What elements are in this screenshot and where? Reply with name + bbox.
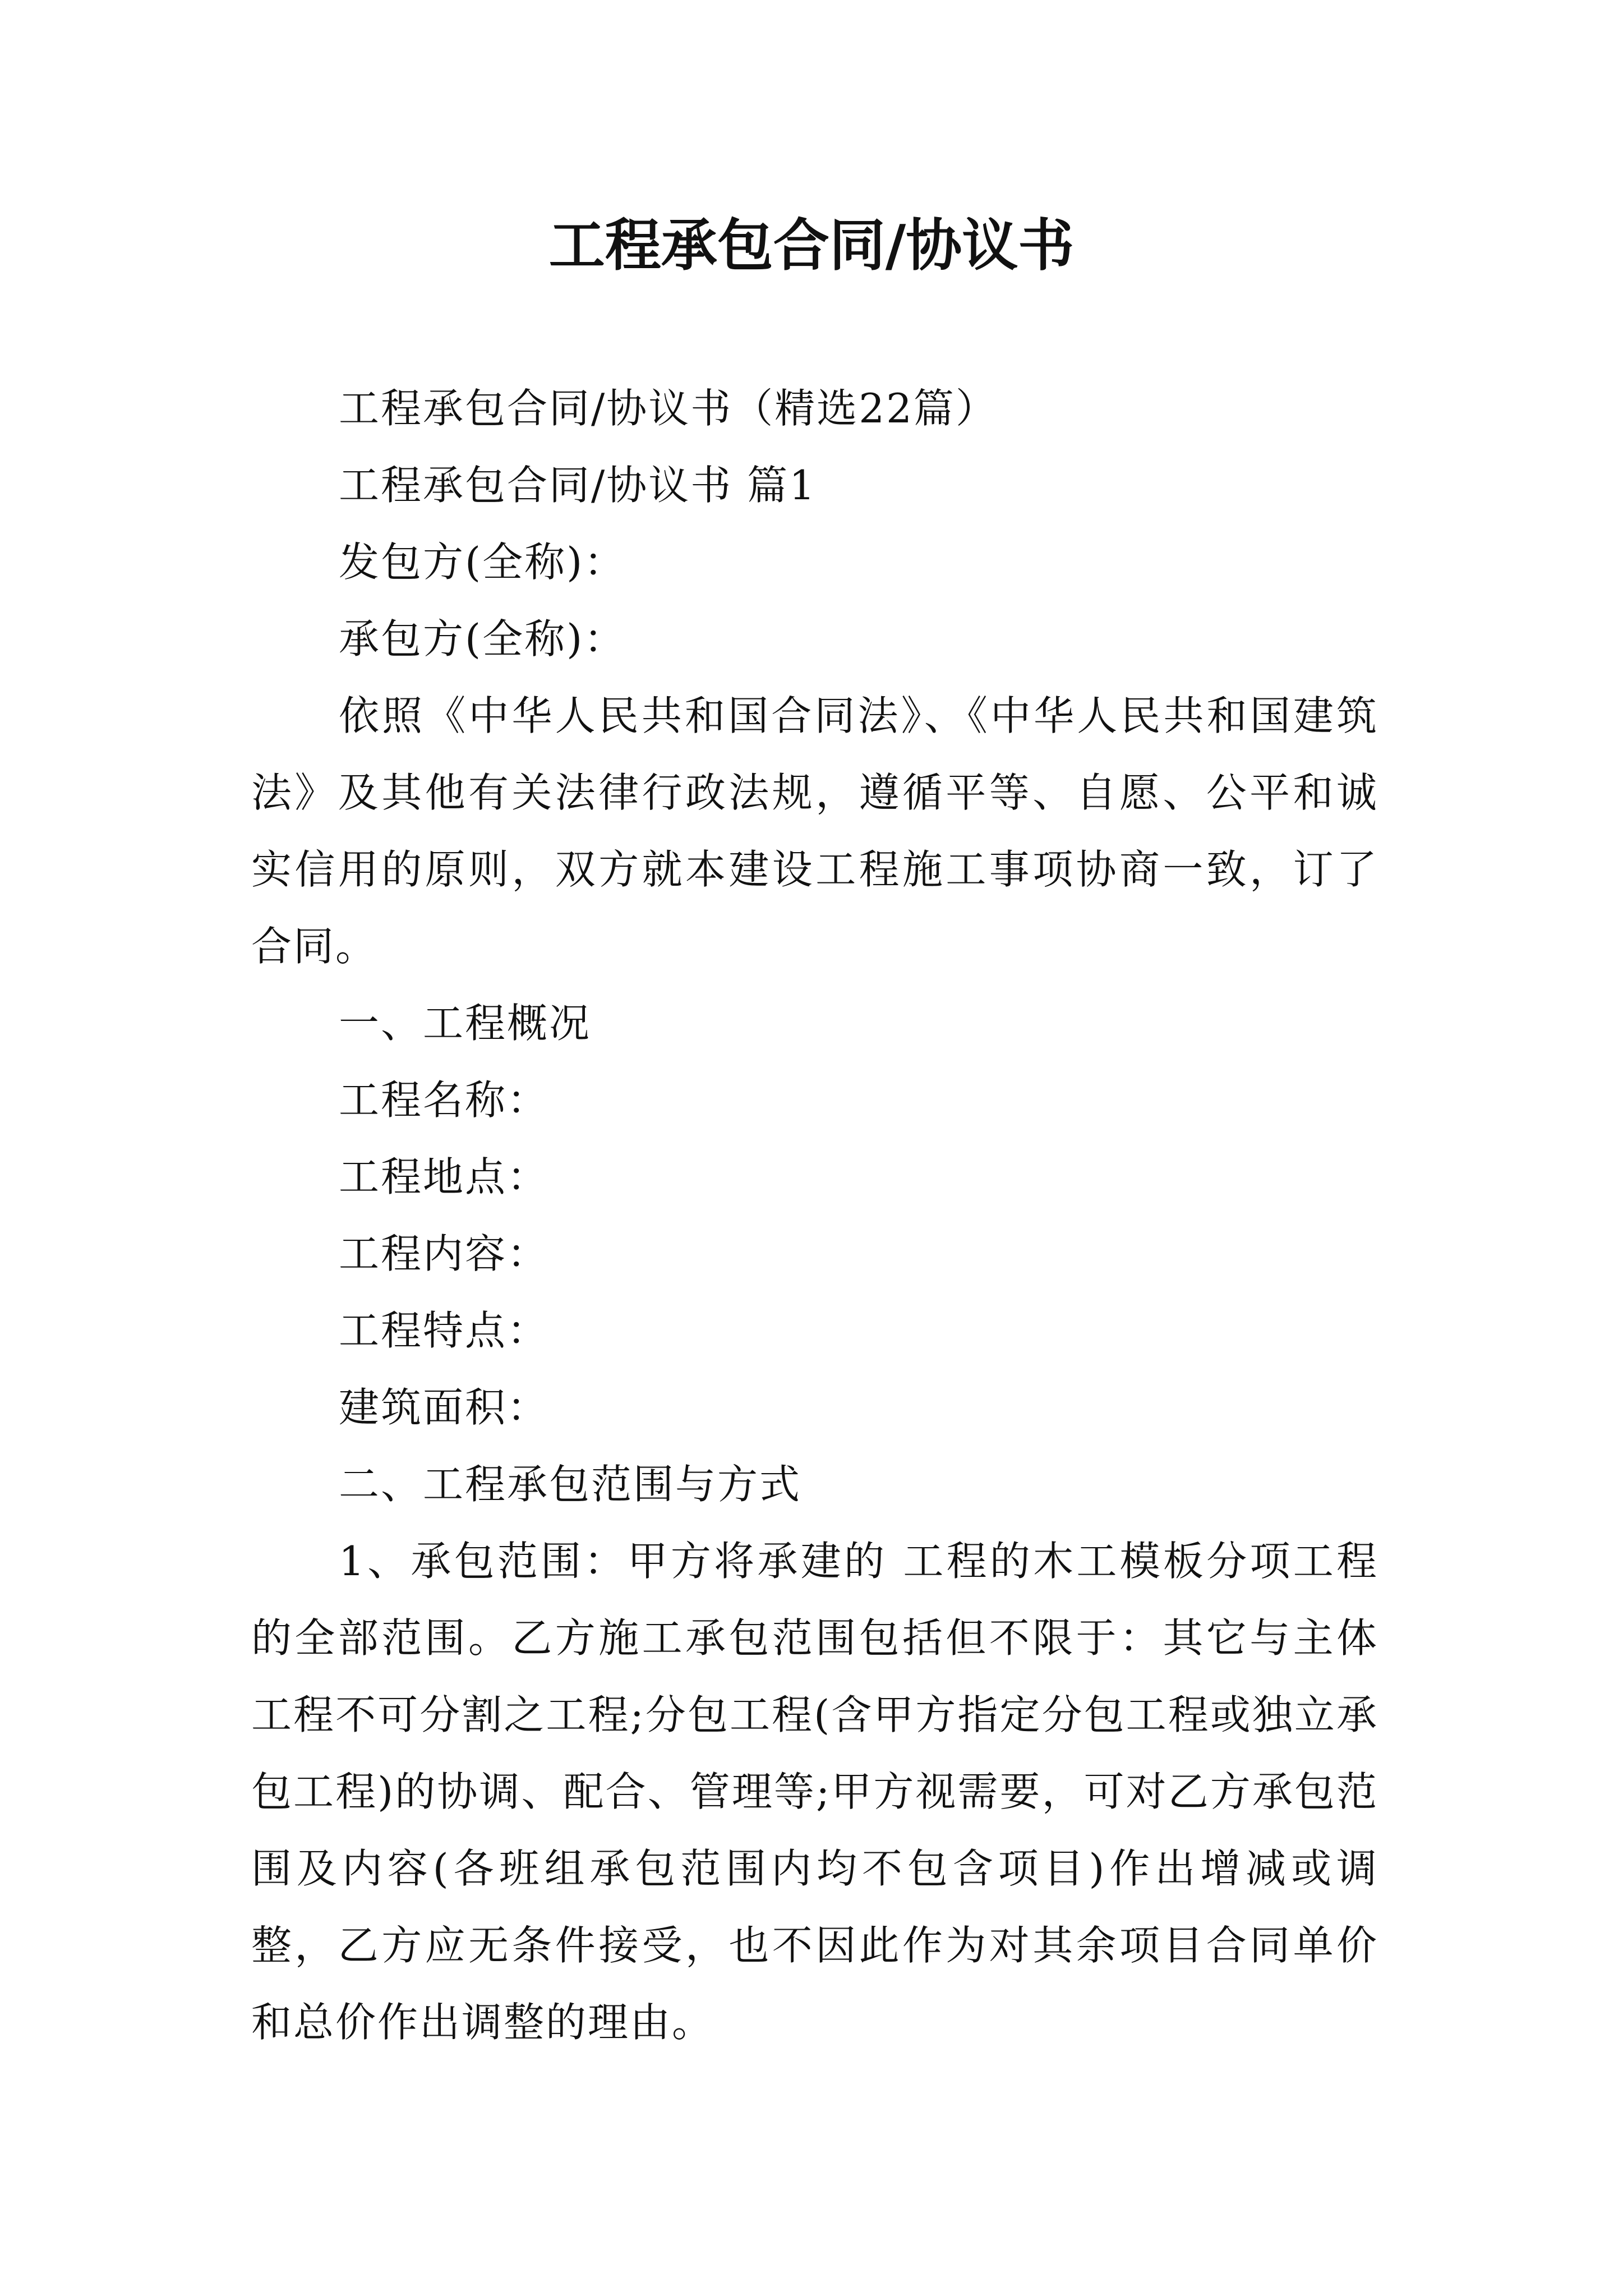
paragraph-collection-title: 工程承包合同/协议书（精选22篇） <box>339 385 998 432</box>
document-title: 工程承包合同/协议书 <box>548 213 1075 278</box>
field-project-location: 工程地点： <box>339 1153 550 1200</box>
section-heading-overview: 一、工程概况 <box>339 1000 592 1047</box>
field-project-name: 工程名称： <box>339 1076 550 1124</box>
paragraph-scope-detail: 1、承包范围：甲方将承建的 工程的木工模板分项工程的全部范围。乙方施工承包范围包括但不限于：其它与主体工程不可分割之工程;分包工程(含甲方指定分包工程或独立承包工程)的协调、配合、管理等;甲方视需要，可对乙方承包范围及内容(各班组承包范围内均不包含项目)作出增减或调整，乙方应无条件接受，也不因此作为对其余项目合同单价和总价作出调整的理由。 <box>251 1538 1378 2046</box>
field-building-area: 建筑面积： <box>339 1384 550 1431</box>
paragraph-employer: 发包方(全称)： <box>339 539 626 586</box>
paragraph-preamble: 依照《中华人民共和国合同法》、《中华人民共和国建筑法》及其他有关法律行政法规，遵循平等、自愿、公平和诚实信用的原则，双方就本建设工程施工事项协商一致，订了合同。 <box>251 692 1378 970</box>
paragraph-contractor: 承包方(全称)： <box>339 615 626 662</box>
paragraph-article-heading: 工程承包合同/协议书 篇1 <box>339 462 817 509</box>
document-body <box>251 370 1378 2061</box>
section-heading-scope: 二、工程承包范围与方式 <box>339 1461 802 1508</box>
field-project-content: 工程内容： <box>339 1230 550 1277</box>
field-project-features: 工程特点： <box>339 1307 550 1354</box>
